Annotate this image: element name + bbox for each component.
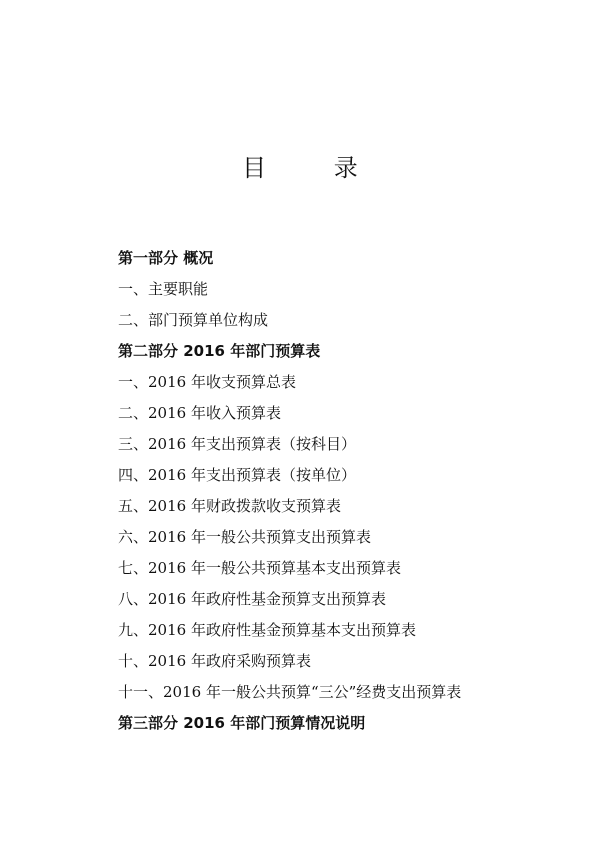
toc-item: 一、2016 年收支预算总表 xyxy=(118,373,296,391)
toc-item: 四、2016 年支出预算表（按单位） xyxy=(118,466,356,484)
page-title: 目 录 xyxy=(242,154,388,182)
toc-item: 六、2016 年一般公共预算支出预算表 xyxy=(118,528,371,546)
toc-item: 七、2016 年一般公共预算基本支出预算表 xyxy=(118,559,401,577)
toc-item: 一、主要职能 xyxy=(118,280,209,298)
toc-heading-part-2: 第二部分 2016 年部门预算表 xyxy=(118,342,321,360)
table-of-contents xyxy=(118,243,578,739)
toc-item: 八、2016 年政府性基金预算支出预算表 xyxy=(118,590,386,608)
toc-item: 二、2016 年收入预算表 xyxy=(118,404,281,422)
toc-item: 五、2016 年财政拨款收支预算表 xyxy=(118,497,341,515)
toc-item: 九、2016 年政府性基金预算基本支出预算表 xyxy=(118,621,416,639)
toc-item: 十、2016 年政府采购预算表 xyxy=(118,652,311,670)
toc-heading-part-3: 第三部分 2016 年部门预算情况说明 xyxy=(118,714,366,732)
toc-heading-part-1: 第一部分 概况 xyxy=(118,249,214,267)
toc-item: 三、2016 年支出预算表（按科目） xyxy=(118,435,356,453)
toc-item: 十一、2016 年一般公共预算“三公”经费支出预算表 xyxy=(118,683,462,701)
toc-item: 二、部门预算单位构成 xyxy=(118,311,269,329)
